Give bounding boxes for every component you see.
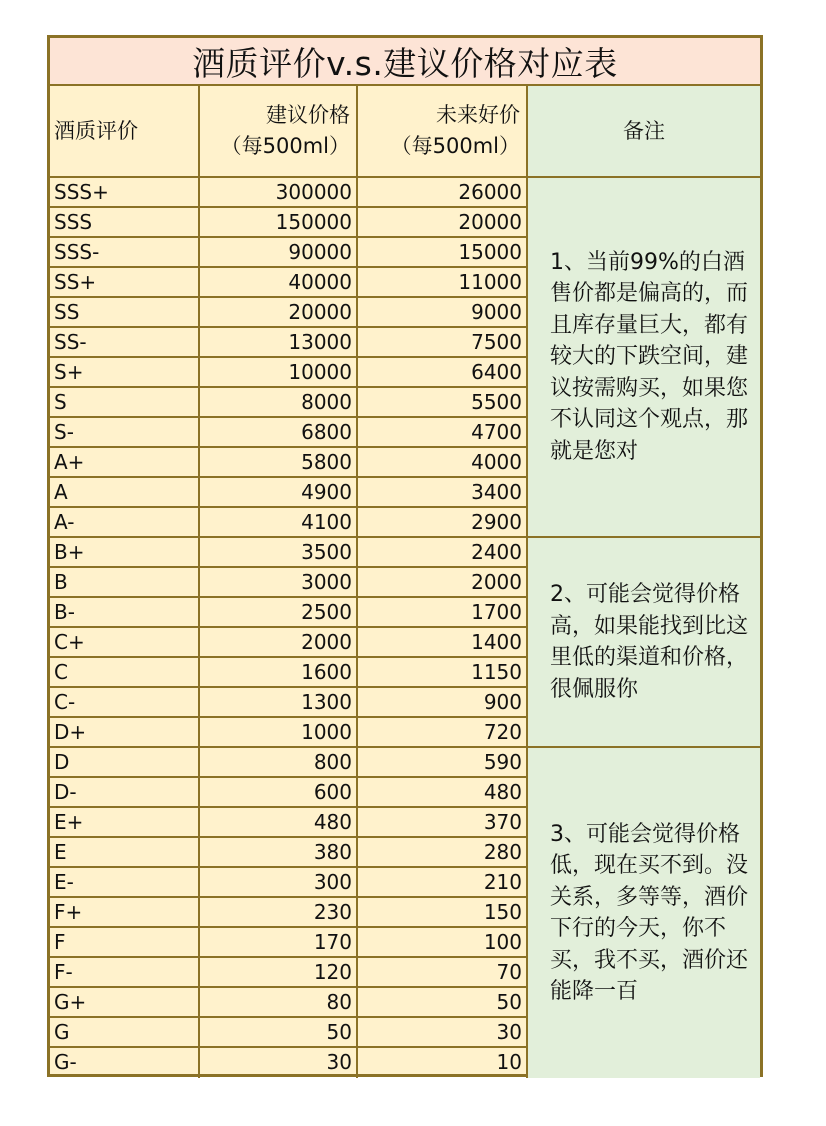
- price-cell: 380: [200, 838, 358, 866]
- future-price-cell: 590: [358, 748, 528, 776]
- price-cell: 600: [200, 778, 358, 806]
- price-cell: 50: [200, 1018, 358, 1046]
- table-row: [50, 958, 528, 988]
- future-price-cell: 100: [358, 928, 528, 956]
- grade-cell: D: [50, 748, 200, 776]
- table-row: [50, 358, 528, 388]
- table-row: [50, 448, 528, 478]
- grade-cell: E: [50, 838, 200, 866]
- grade-cell: SSS: [50, 208, 200, 236]
- price-cell: 30: [200, 1048, 358, 1078]
- future-price-cell: 15000: [358, 238, 528, 266]
- header-future-line2: （每500ml）: [390, 134, 520, 158]
- table-row: [50, 388, 528, 418]
- grade-cell: SS: [50, 298, 200, 326]
- future-price-cell: 70: [358, 958, 528, 986]
- price-cell: 300000: [200, 178, 358, 206]
- future-price-cell: 720: [358, 718, 528, 746]
- table-row: [50, 478, 528, 508]
- price-cell: 8000: [200, 388, 358, 416]
- future-price-cell: 210: [358, 868, 528, 896]
- table-row: [50, 808, 528, 838]
- price-cell: 90000: [200, 238, 358, 266]
- future-price-cell: 6400: [358, 358, 528, 386]
- grade-cell: E+: [50, 808, 200, 836]
- future-price-cell: 9000: [358, 298, 528, 326]
- table-row: [50, 418, 528, 448]
- price-cell: 1300: [200, 688, 358, 716]
- future-price-cell: 1700: [358, 598, 528, 626]
- grade-cell: A-: [50, 508, 200, 536]
- price-cell: 800: [200, 748, 358, 776]
- header-grade: [50, 86, 200, 178]
- table-row: [50, 688, 528, 718]
- table-row: [50, 268, 528, 298]
- grade-cell: F: [50, 928, 200, 956]
- future-price-cell: 30: [358, 1018, 528, 1046]
- grade-cell: G: [50, 1018, 200, 1046]
- grade-cell: E-: [50, 868, 200, 896]
- header-future-line1: 未来好价: [436, 103, 520, 127]
- grade-cell: S: [50, 388, 200, 416]
- price-cell: 150000: [200, 208, 358, 236]
- table-row: [50, 718, 528, 748]
- price-cell: 3000: [200, 568, 358, 596]
- price-cell: 480: [200, 808, 358, 836]
- table-row: [50, 778, 528, 808]
- table-row: [50, 628, 528, 658]
- grade-cell: C: [50, 658, 200, 686]
- grade-cell: F-: [50, 958, 200, 986]
- price-cell: 3500: [200, 538, 358, 566]
- price-cell: 20000: [200, 298, 358, 326]
- table-row: [50, 598, 528, 628]
- price-cell: 1000: [200, 718, 358, 746]
- table-row: [50, 328, 528, 358]
- table-row: [50, 238, 528, 268]
- table-title: 酒质评价v.s.建议价格对应表: [50, 38, 760, 86]
- future-price-cell: 5500: [358, 388, 528, 416]
- grade-cell: G+: [50, 988, 200, 1016]
- future-price-cell: 1400: [358, 628, 528, 656]
- price-cell: 120: [200, 958, 358, 986]
- future-price-cell: 50: [358, 988, 528, 1016]
- price-cell: 230: [200, 898, 358, 926]
- note-cell: [528, 538, 760, 748]
- header-price-line2: （每500ml）: [220, 134, 350, 158]
- header-note-label: 备注: [623, 118, 665, 143]
- grade-cell: SSS+: [50, 178, 200, 206]
- price-cell: 5800: [200, 448, 358, 476]
- future-price-cell: 370: [358, 808, 528, 836]
- table-row: [50, 838, 528, 868]
- grade-cell: G-: [50, 1048, 200, 1078]
- grade-cell: SS-: [50, 328, 200, 356]
- future-price-cell: 1150: [358, 658, 528, 686]
- table-row: [50, 658, 528, 688]
- price-cell: 80: [200, 988, 358, 1016]
- grade-cell: D+: [50, 718, 200, 746]
- header-note: [528, 86, 760, 178]
- future-price-cell: 7500: [358, 328, 528, 356]
- grade-cell: C+: [50, 628, 200, 656]
- table-row: [50, 208, 528, 238]
- note-cell: [528, 178, 760, 538]
- price-cell: 2000: [200, 628, 358, 656]
- grade-cell: A: [50, 478, 200, 506]
- grade-cell: C-: [50, 688, 200, 716]
- grade-cell: D-: [50, 778, 200, 806]
- future-price-cell: 2000: [358, 568, 528, 596]
- price-cell: 1600: [200, 658, 358, 686]
- note-text: 1、当前99%的白酒售价都是偏高的，而且库存量巨大，都有较大的下跌空间，建议按需购买，如果您不认同这个观点，那就是您对: [550, 249, 749, 464]
- grade-cell: SSS-: [50, 238, 200, 266]
- future-price-cell: 4700: [358, 418, 528, 446]
- future-price-cell: 26000: [358, 178, 528, 206]
- table-row: [50, 1048, 528, 1078]
- future-price-cell: 2900: [358, 508, 528, 536]
- future-price-cell: 3400: [358, 478, 528, 506]
- header-grade-label: 酒质评价: [54, 118, 138, 143]
- price-cell: 4100: [200, 508, 358, 536]
- grade-cell: SS+: [50, 268, 200, 296]
- table-body: [50, 178, 528, 1078]
- future-price-cell: 20000: [358, 208, 528, 236]
- price-cell: 6800: [200, 418, 358, 446]
- table-row: [50, 988, 528, 1018]
- header-future-price: [358, 86, 528, 178]
- table-row: [50, 538, 528, 568]
- grade-cell: A+: [50, 448, 200, 476]
- future-price-cell: 280: [358, 838, 528, 866]
- future-price-cell: 11000: [358, 268, 528, 296]
- header-price: [200, 86, 358, 178]
- grade-cell: B+: [50, 538, 200, 566]
- note-text: 3、可能会觉得价格低，现在买不到。没关系，多等等，酒价下行的今天，你不买，我不买，酒价还能降一百: [550, 821, 749, 1004]
- price-cell: 2500: [200, 598, 358, 626]
- future-price-cell: 150: [358, 898, 528, 926]
- price-cell: 300: [200, 868, 358, 896]
- future-price-cell: 480: [358, 778, 528, 806]
- price-cell: 10000: [200, 358, 358, 386]
- price-cell: 4900: [200, 478, 358, 506]
- price-cell: 40000: [200, 268, 358, 296]
- grade-cell: S+: [50, 358, 200, 386]
- price-cell: 170: [200, 928, 358, 956]
- table-row: [50, 508, 528, 538]
- table-row: [50, 898, 528, 928]
- table-row: [50, 1018, 528, 1048]
- grade-cell: B-: [50, 598, 200, 626]
- grade-cell: S-: [50, 418, 200, 446]
- table-row: [50, 868, 528, 898]
- grade-cell: B: [50, 568, 200, 596]
- future-price-cell: 900: [358, 688, 528, 716]
- future-price-cell: 10: [358, 1048, 528, 1078]
- price-cell: 13000: [200, 328, 358, 356]
- price-table: [47, 35, 763, 1077]
- table-row: [50, 928, 528, 958]
- note-text: 2、可能会觉得价格高，如果能找到比这里低的渠道和价格，很佩服你: [550, 582, 749, 702]
- future-price-cell: 4000: [358, 448, 528, 476]
- grade-cell: F+: [50, 898, 200, 926]
- note-cell: [528, 748, 760, 1078]
- future-price-cell: 2400: [358, 538, 528, 566]
- table-row: [50, 298, 528, 328]
- table-row: [50, 568, 528, 598]
- header-price-line1: 建议价格: [266, 103, 350, 127]
- table-row: [50, 178, 528, 208]
- table-row: [50, 748, 528, 778]
